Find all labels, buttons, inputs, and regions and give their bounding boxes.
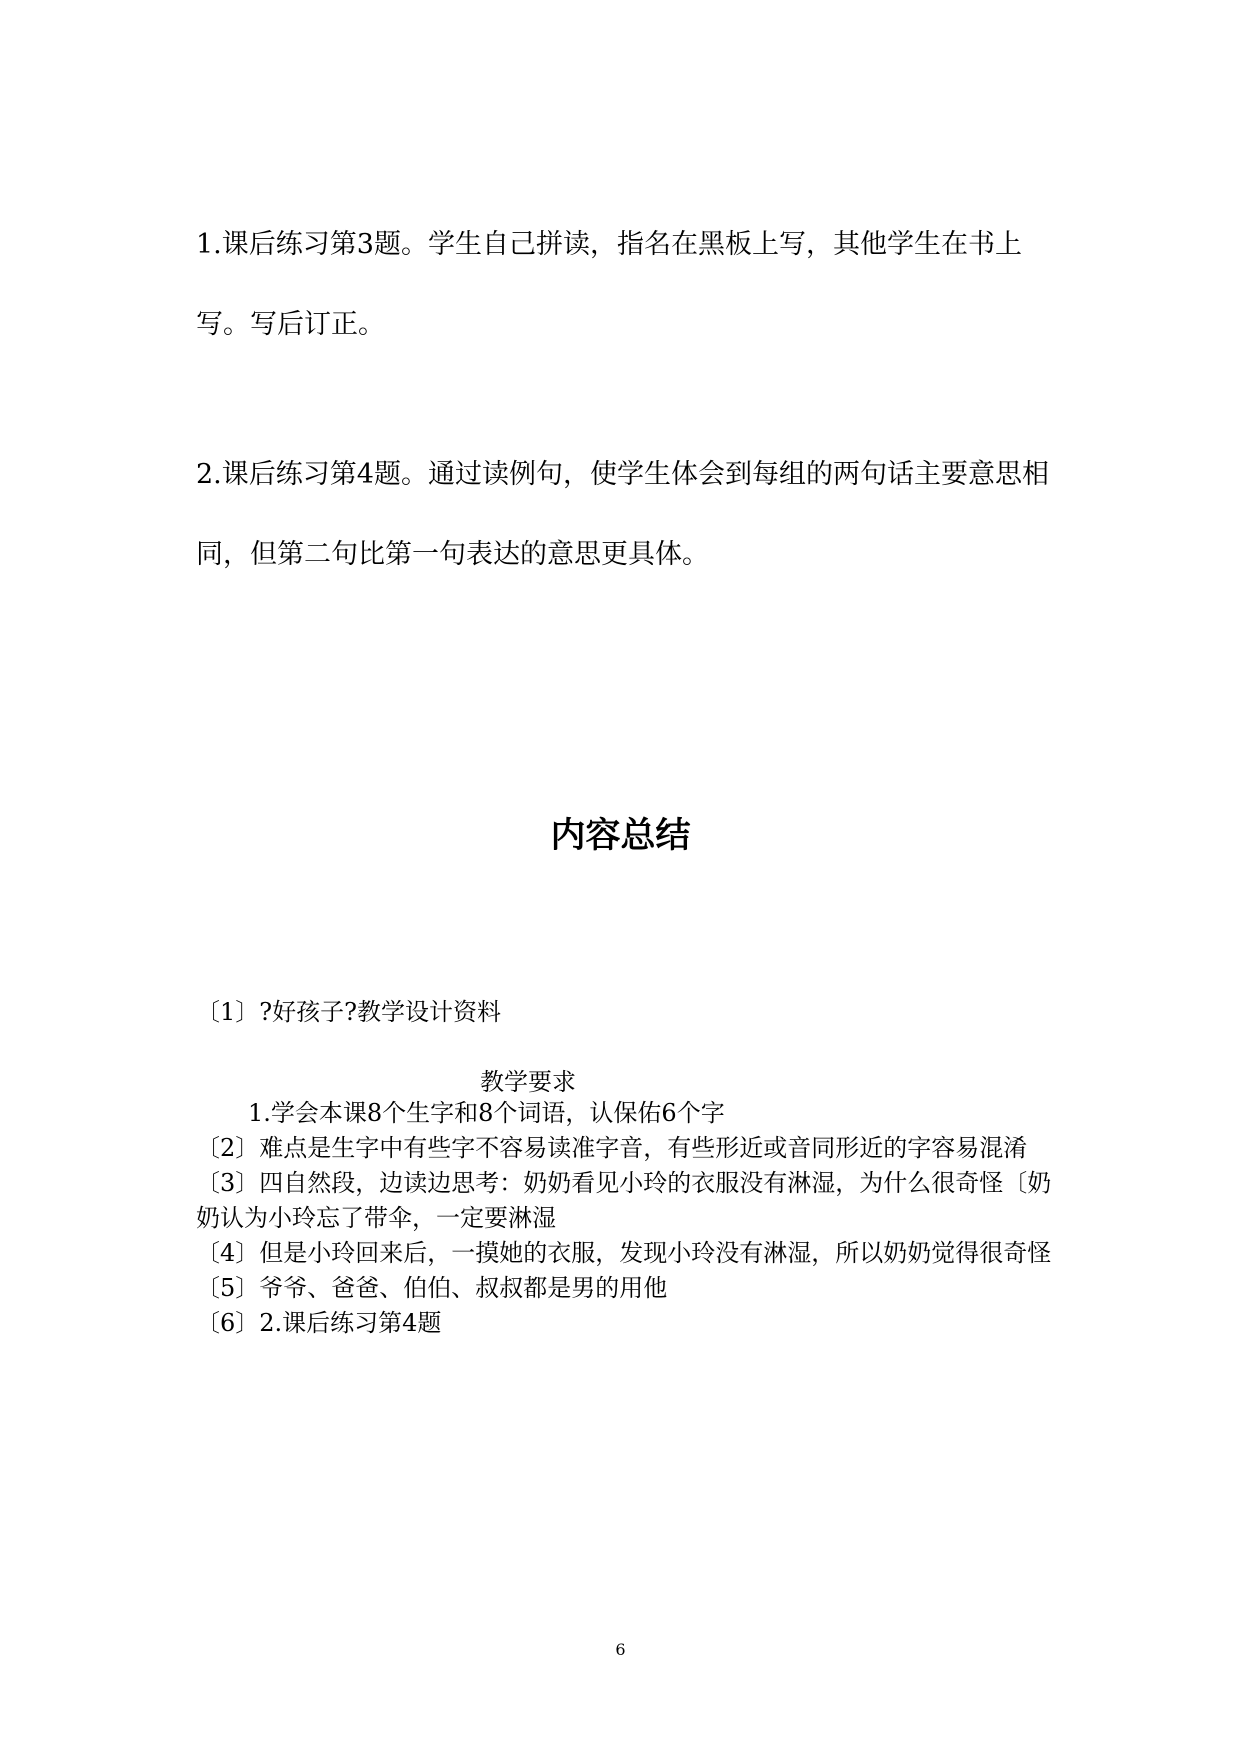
summary-item: 〔4〕但是小玲回来后，一摸她的衣服，发现小玲没有淋湿，所以奶奶觉得很奇怪 [196, 1239, 1052, 1267]
summary-item: 〔2〕难点是生字中有些字不容易读准字音，有些形近或音同形近的字容易混淆 [196, 1134, 1028, 1162]
section-title: 内容总结 [550, 816, 691, 856]
summary-item: 〔3〕四自然段，边读边思考：奶奶看见小玲的衣服没有淋湿，为什么很奇怪〔奶奶认为小玲忘了带伞，一定要淋湿 [196, 1169, 1052, 1232]
exercise-paragraph-2: 2.课后练习第4题。通过读例句，使学生体会到每组的两句话主要意思相同，但第二句比第一句表达的意思更具体。 [196, 459, 1049, 570]
summary-subtitle: 教学要求 [480, 1068, 576, 1096]
page-number: 6 [615, 1640, 626, 1659]
summary-item: 〔5〕爷爷、爸爸、伯伯、叔叔都是男的用他 [196, 1274, 668, 1302]
summary-heading: 〔1〕?好孩子?教学设计资料 [196, 998, 502, 1026]
summary-item: 〔6〕2.课后练习第4题 [196, 1309, 442, 1337]
exercise-paragraph-1: 1.课后练习第3题。学生自己拼读，指名在黑板上写，其他学生在书上写。写后订正。 [196, 229, 1022, 340]
summary-list [196, 1096, 1056, 1341]
summary-item: 1.学会本课8个生字和8个词语，认保佑6个字 [248, 1099, 725, 1127]
